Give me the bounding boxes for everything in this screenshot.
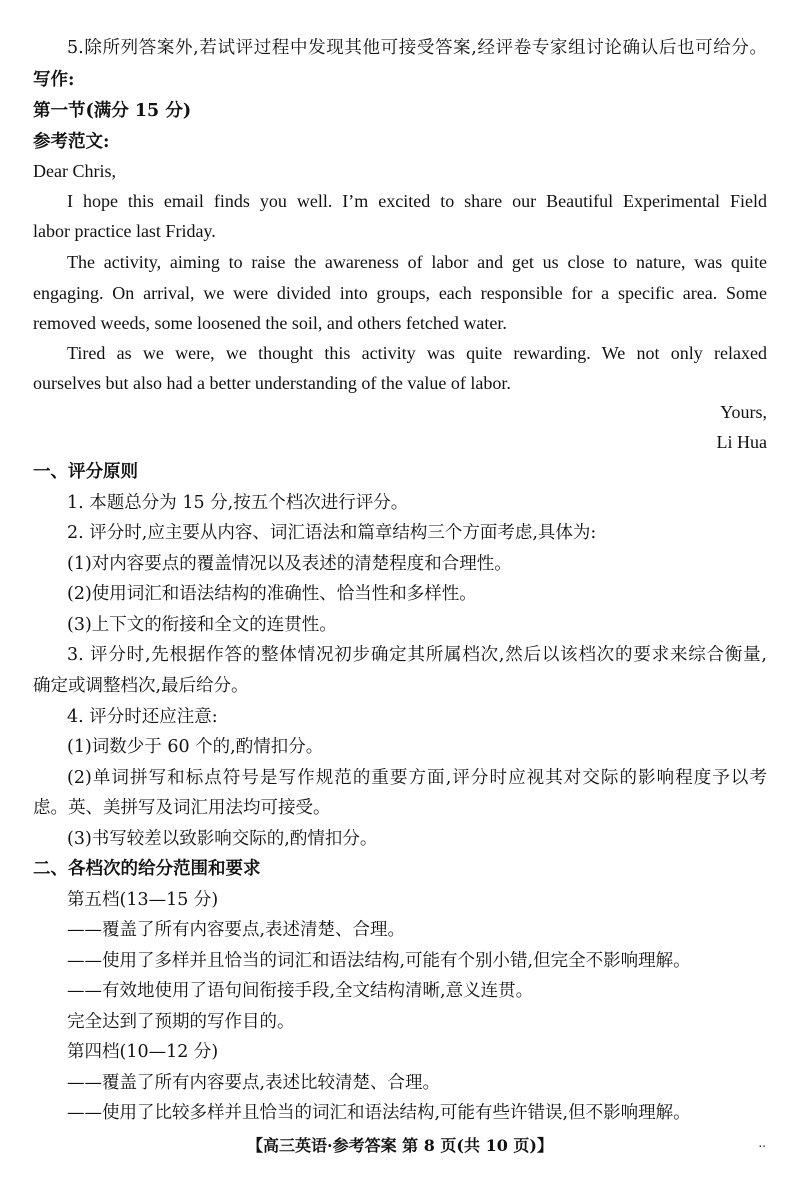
levels-heading: 二、各档次的给分范围和要求	[33, 859, 261, 879]
letter-signature: Li Hua	[716, 432, 767, 452]
principle-item: (1)词数少于 60 个的,酌情扣分。	[67, 737, 324, 757]
level-item: ——使用了多样并且恰当的词汇和语法结构,可能有个别小错,但完全不影响理解。	[67, 951, 691, 971]
level-item: ——覆盖了所有内容要点,表述比较清楚、合理。	[67, 1073, 441, 1093]
writing-heading: 写作:	[33, 70, 75, 90]
footer-mark: ..	[758, 1136, 766, 1150]
level-item: 完全达到了预期的写作目的。	[67, 1012, 295, 1032]
principle-item: (2)使用词汇和语法结构的准确性、恰当性和多样性。	[67, 584, 477, 604]
section-1-heading: 第一节(满分 15 分)	[33, 101, 192, 121]
principle-item: (1)对内容要点的覆盖情况以及表述的清楚程度和合理性。	[67, 554, 512, 574]
principle-item: 4. 评分时还应注意:	[67, 707, 218, 727]
principle-item: 虑。英、美拼写及词汇用法均可接受。	[33, 798, 331, 818]
letter-paragraph-2-line-1: The activity, aiming to raise the awareness of labor and get us close to nature, was quite	[67, 252, 767, 272]
principle-item: (2)单词拼写和标点符号是写作规范的重要方面,评分时应视其对交际的影响程度予以考	[67, 768, 767, 788]
letter-salutation: Dear Chris,	[33, 161, 116, 181]
letter-closing: Yours,	[720, 402, 767, 422]
principle-item: 2. 评分时,应主要从内容、词汇语法和篇章结构三个方面考虑,具体为:	[67, 523, 597, 543]
principle-item: 确定或调整档次,最后给分。	[33, 676, 249, 696]
principle-item: 3. 评分时,先根据作答的整体情况初步确定其所属档次,然后以该档次的要求来综合衡量,	[67, 645, 767, 665]
sample-essay-heading: 参考范文:	[33, 132, 110, 152]
level-item: 第四档(10—12 分)	[67, 1042, 219, 1062]
scoring-principles-heading: 一、评分原则	[33, 462, 138, 482]
principle-item: 1. 本题总分为 15 分,按五个档次进行评分。	[67, 493, 409, 513]
level-item: 第五档(13—15 分)	[67, 890, 219, 910]
principle-item: (3)上下文的衔接和全文的连贯性。	[67, 615, 337, 635]
letter-paragraph-1-line-1: I hope this email finds you well. I’m excited to share our Beautiful Experimental Field	[67, 191, 767, 211]
note-5: 5.除所列答案外,若试评过程中发现其他可接受答案,经评卷专家组讨论确认后也可给分。	[67, 38, 767, 58]
level-item: ——有效地使用了语句间衔接手段,全文结构清晰,意义连贯。	[67, 981, 534, 1001]
letter-paragraph-3-line-2: ourselves but also had a better understanding of the value of labor.	[33, 373, 511, 393]
level-item: ——覆盖了所有内容要点,表述清楚、合理。	[67, 920, 406, 940]
page-footer: 【高三英语·参考答案 第 8 页(共 10 页)】	[247, 1136, 553, 1155]
letter-paragraph-3-line-1: Tired as we were, we thought this activity was quite rewarding. We not only relaxed	[67, 343, 767, 363]
letter-paragraph-2-line-3: removed weeds, some loosened the soil, and others fetched water.	[33, 313, 507, 333]
principle-item: (3)书写较差以致影响交际的,酌情扣分。	[67, 829, 378, 849]
letter-paragraph-1-line-2: labor practice last Friday.	[33, 221, 216, 241]
letter-paragraph-2-line-2: engaging. On arrival, we were divided into groups, each responsible for a specific area. Some	[33, 283, 767, 303]
level-item: ——使用了比较多样并且恰当的词汇和语法结构,可能有些许错误,但不影响理解。	[67, 1103, 691, 1123]
